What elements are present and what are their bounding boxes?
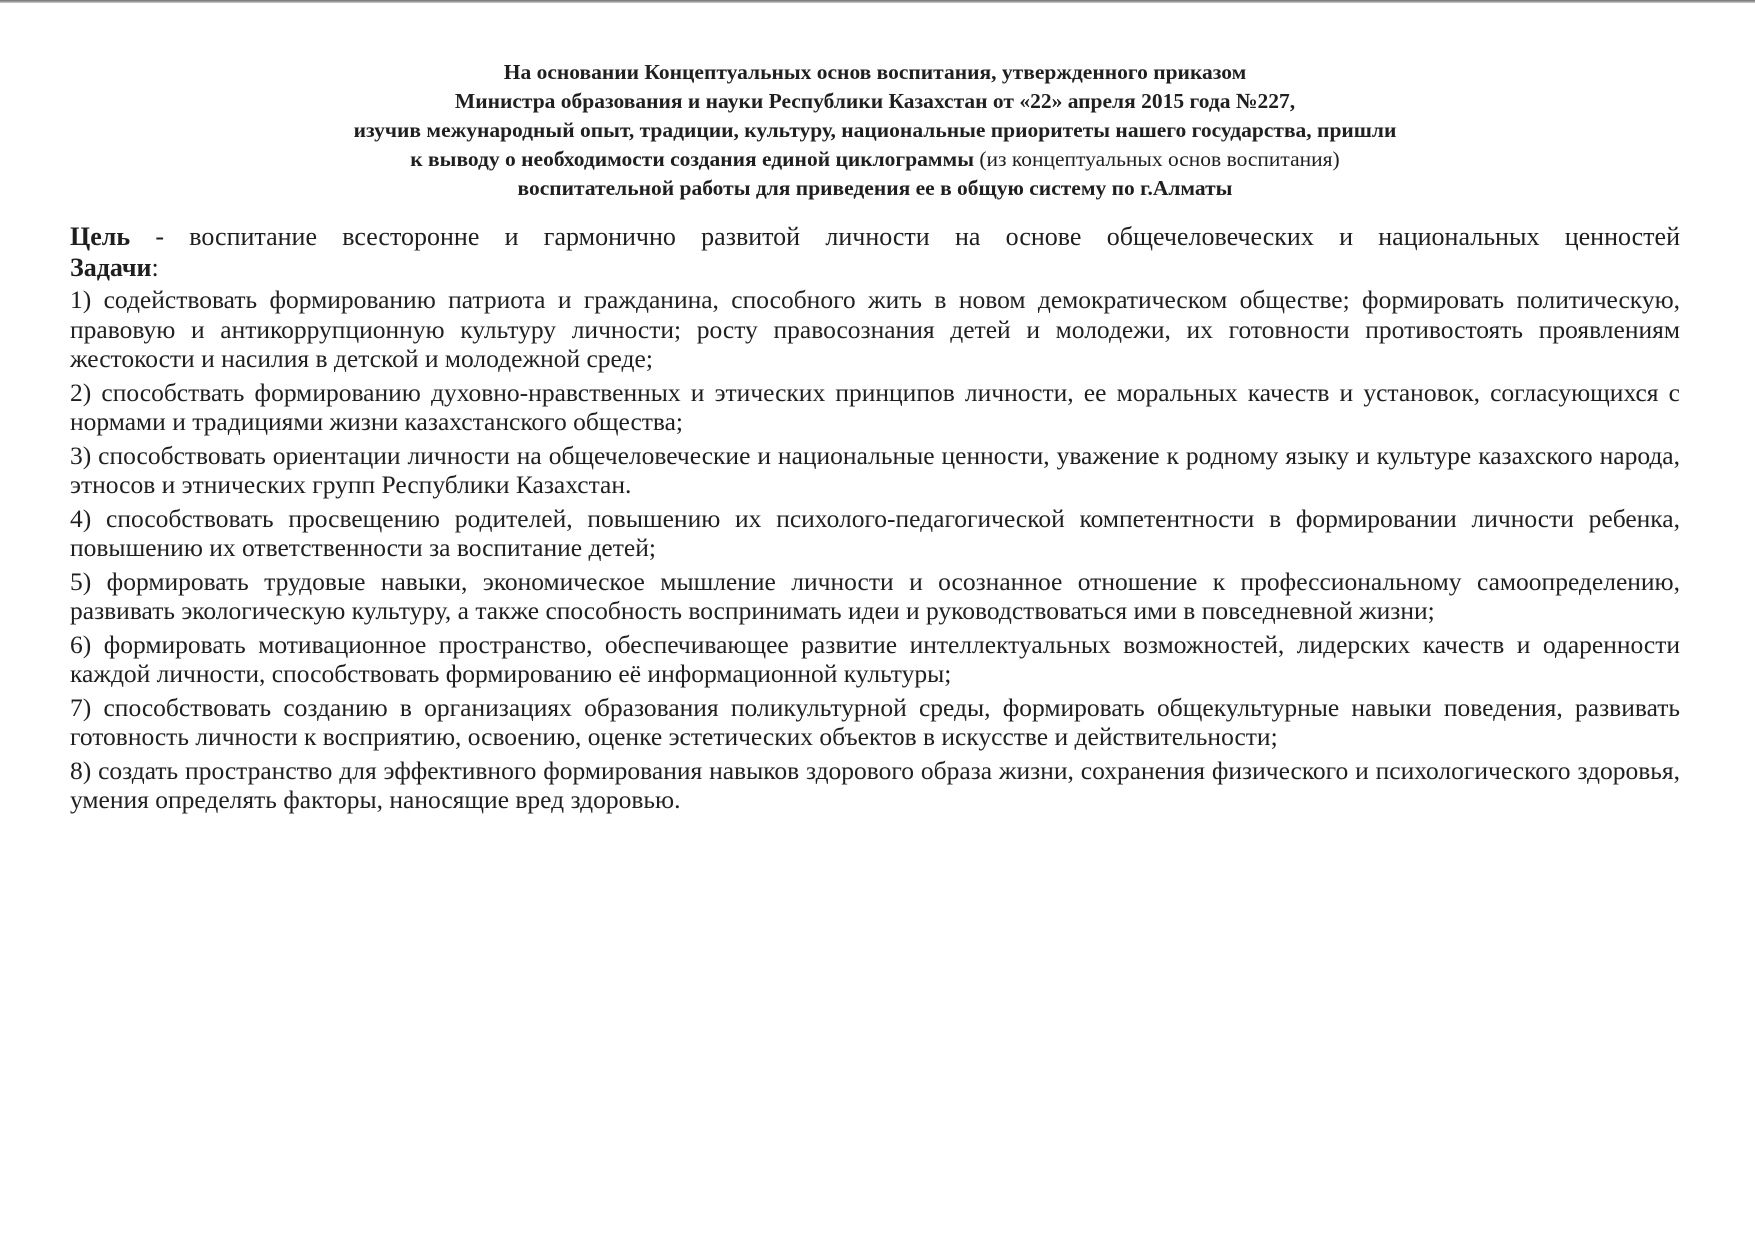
task-item-8: 8) создать пространство для эффективного формирования навыков здорового образа жизни, сохранения физического и психологического здоровья, умения определять факторы, наносящие вред здоровью. (70, 755, 1680, 814)
tasks-label: Задачи (70, 253, 152, 282)
heading-line-3: изучив межународный опыт, традиции, культуру, национальные приоритеты нашего государства, пришли (353, 118, 1397, 142)
heading-line-5: воспитательной работы для приведения ее в общую систему по г.Алматы (517, 176, 1233, 200)
goal-label: Цель (70, 222, 131, 251)
document-page (70, 58, 1680, 819)
document-heading (70, 58, 1680, 203)
task-item-3: 3) способствовать ориентации личности на общечеловеческие и национальные ценности, уважение к родному языку и культуре казахского народа, этносов и этнических групп Республики Казахстан. (70, 440, 1680, 499)
heading-line-1: На основании Концептуальных основ воспитания, утвержденного приказом (503, 60, 1247, 84)
tasks-heading (70, 252, 1680, 283)
task-item-2: 2) способствать формированию духовно-нравственных и этических принципов личности, ее моральных качеств и установок, согласующихся с нормами и традициями жизни казахстанского общества; (70, 377, 1680, 436)
task-item-7: 7) способствовать созданию в организациях образования поликультурной среды, формировать общекультурные навыки поведения, развивать готовность личности к восприятию, освоению, оценке эстетических объектов в искусстве и действительности; (70, 692, 1680, 751)
task-item-4: 4) способствовать просвещению родителей, повышению их психолого-педагогической компетентности в формировании личности ребенка, повышению их ответственности за воспитание детей; (70, 503, 1680, 562)
heading-line-2: Министра образования и науки Республики Казахстан от «22» апреля 2015 года №227, (454, 89, 1296, 113)
heading-line-4 (70, 145, 1680, 174)
scan-edge (0, 0, 1755, 3)
heading-line-4-bold: к выводу о необходимости создания единой циклограммы (410, 147, 974, 171)
goal-text: - воспитание всесторонне и гармонично развитой личности на основе общечеловеческих и национальных ценностей (130, 222, 1680, 251)
tasks-colon: : (151, 253, 159, 282)
task-item-5: 5) формировать трудовые навыки, экономическое мышление личности и осознанное отношение к профессиональному самоопределению, развивать экологическую культуру, а также способность воспринимать идеи и руководствоваться ими в повседневной жизни; (70, 566, 1680, 625)
tasks-list (70, 285, 1680, 815)
task-item-6: 6) формировать мотивационное пространство, обеспечивающее развитие интеллектуальных возможностей, лидерских качеств и одаренности каждой личности, способствовать формированию её информационной культуры; (70, 629, 1680, 688)
task-item-1: 1) содействовать формированию патриота и гражданина, способного жить в новом демократическом обществе; формировать политическую, правовую и антикоррупционную культуру личности; росту правосознания детей и молодежи, их готовности противостоять проявлениям жестокости и насилия в детской и молодежной среде; (70, 285, 1680, 373)
goal-paragraph (70, 221, 1680, 252)
heading-line-4-note: (из концептуальных основ воспитания) (973, 147, 1340, 171)
